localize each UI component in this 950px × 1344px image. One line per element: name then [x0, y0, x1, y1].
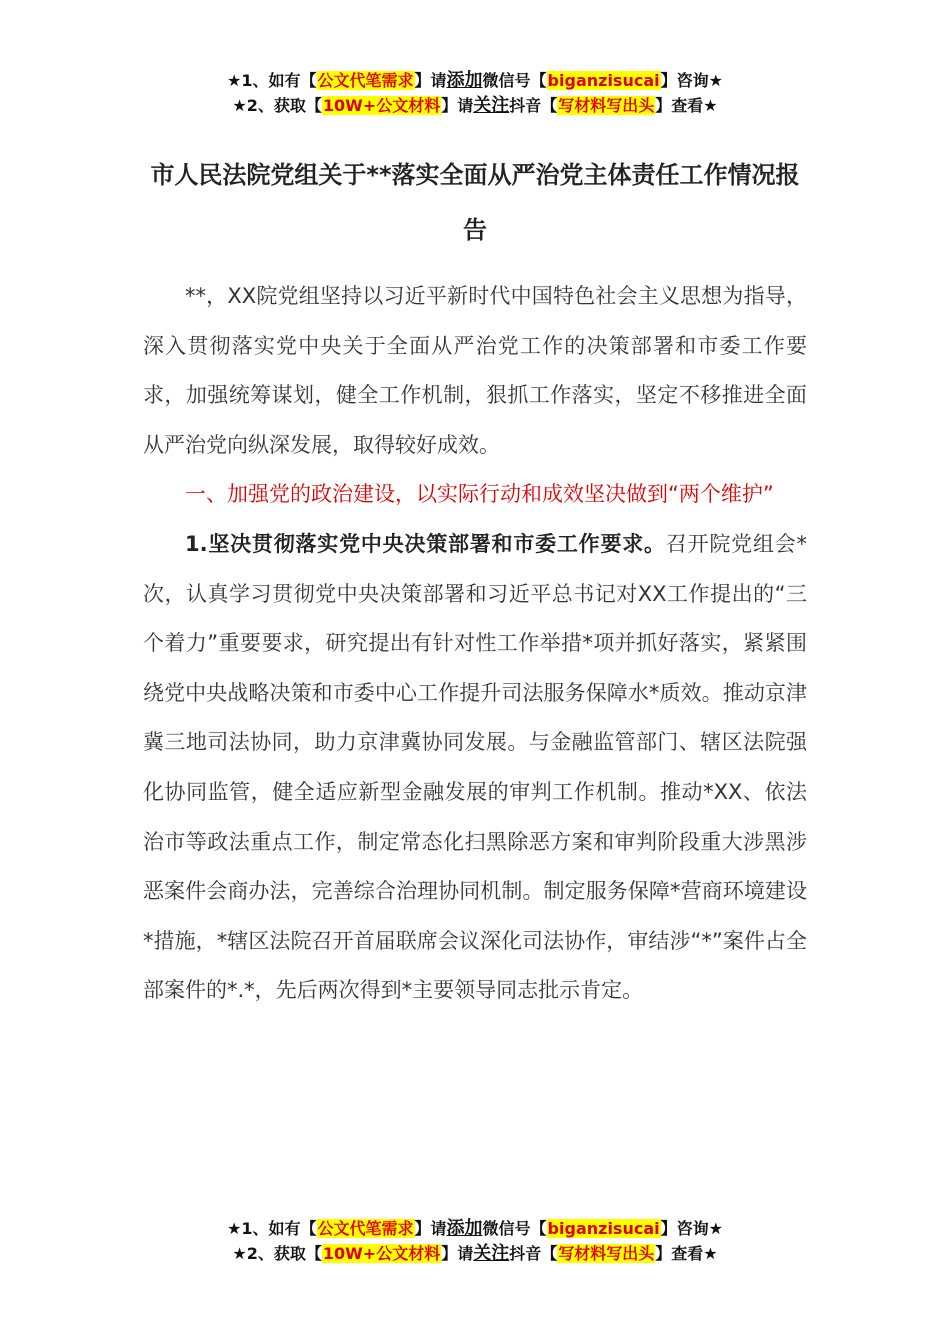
document-body [143, 272, 807, 1016]
promo-banner-bottom [0, 1216, 950, 1266]
section-heading-1: 一、加强党的政治建设，以实际行动和成效坚决做到“两个维护” [185, 482, 774, 507]
add-emphasis: 添加 [446, 70, 483, 91]
follow-emphasis-bottom: 关注 [473, 1243, 510, 1264]
promo-line-1-bottom: ★1、如有【公文代笔需求】请添加微信号【biganzisucai】咨询★ [227, 1218, 723, 1239]
highlight-wechat-id-bottom: biganzisucai [547, 1219, 660, 1238]
intro-paragraph: **，XX院党组坚持以习近平新时代中国特色社会主义思想为指导，深入贯彻落实党中央关于全面从严治党工作的决策部署和市委工作要求，加强统筹谋划，健全工作机制，狠抓工作落实，坚定不移推进全面从严治党向纵深发展，取得较好成效。 [143, 284, 807, 457]
highlight-service-bottom: 公文代笔需求 [317, 1219, 414, 1238]
item-paragraph-1 [143, 520, 807, 1016]
follow-emphasis: 关注 [473, 95, 510, 116]
highlight-douyin-account-bottom: 写材料写出头 [558, 1244, 655, 1263]
promo-line-1: ★1、如有【公文代笔需求】请添加微信号【biganzisucai】咨询★ [227, 70, 723, 91]
highlight-materials: 10W+公文材料 [322, 96, 441, 115]
add-emphasis-bottom: 添加 [446, 1218, 483, 1239]
item-body-1: 召开院党组会*次，认真学习贯彻党中央决策部署和习近平总书记对XX工作提出的“三个着力”重要要求，研究提出有针对性工作举措*项并抓好落实，紧紧围绕党中央战略决策和市委中心工作提升司法服务保障水*质效。推动京津冀三地司法协同，助力京津冀协同发展。与金融监管部门、辖区法院强化协同监管，健全适应新型金融发展的审判工作机制。推动*XX、依法治市等政法重点工作，制定常态化扫黑除恶方案和审判阶段重大涉黑涉恶案件会商办法，完善综合治理协同机制。制定服务保障*营商环境建设*措施，*辖区法院召开首届联席会议深化司法协作，审结涉“*”案件占全部案件的*.*，先后两次得到*主要领导同志批示肯定。 [143, 531, 808, 1003]
promo-line-2: ★2、获取【10W+公文材料】请关注抖音【写材料写出头】查看★ [232, 95, 718, 116]
promo-banner-top [0, 68, 950, 118]
highlight-service: 公文代笔需求 [317, 71, 414, 90]
item-lead-1: 1.坚决贯彻落实党中央决策部署和市委工作要求。 [185, 531, 666, 556]
highlight-douyin-account: 写材料写出头 [558, 96, 655, 115]
highlight-wechat-id: biganzisucai [547, 71, 660, 90]
document-title: 市人民法院党组关于**落实全面从严治党主体责任工作情况报告 [150, 161, 800, 244]
promo-line-2-bottom: ★2、获取【10W+公文材料】请关注抖音【写材料写出头】查看★ [232, 1243, 718, 1264]
highlight-materials-bottom: 10W+公文材料 [322, 1244, 441, 1263]
